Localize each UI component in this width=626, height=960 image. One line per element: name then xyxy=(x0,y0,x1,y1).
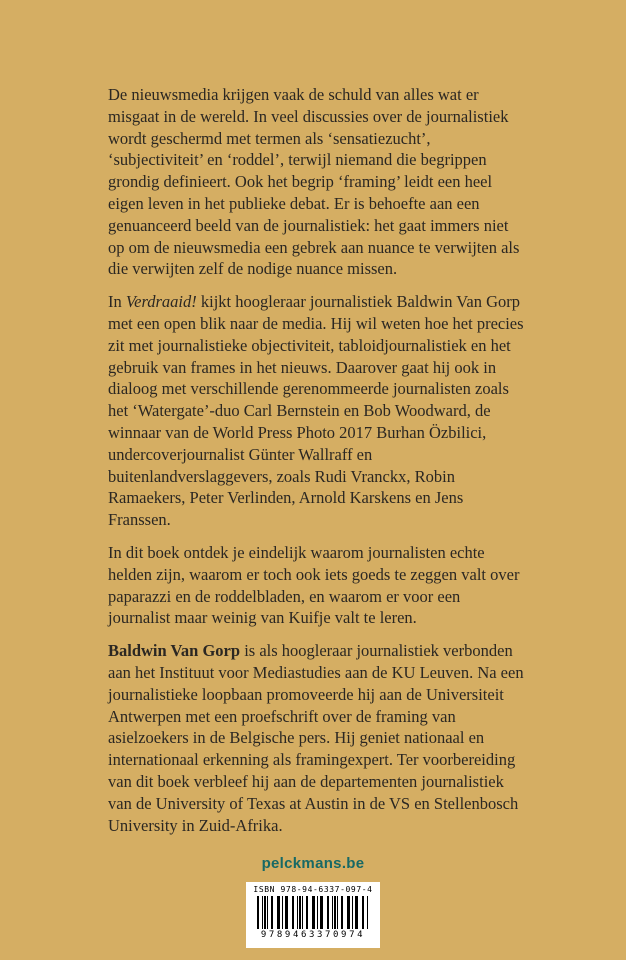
isbn-digits: 9789463370974 xyxy=(260,930,366,940)
book-title: Verdraaid! xyxy=(125,292,197,312)
blurb-paragraph-2-rest: kijkt hoogleraar journalistiek Baldwin Van Gorp met een open blik naar de media. Hij wil weten hoe het precies zit met journalistieke objectiviteit, tabloidjournalistiek en het gebruik van frames in het nieuws. Daarover gaat hij ook in dialoog met verschillende gerenommeerde journalisten zoals het ‘Watergate’-duo Carl Bernstein en Bob Woodward, de winnaar van de World Press Photo 2017 Burhan Özbilici, undercoverjournalist Günter Wallraff en buitenlandverslaggevers, zoals Rudi Vranckx, Robin Ramaekers, Peter Verlinden, Arnold Karskens en Jens Franssen. xyxy=(108,292,524,530)
author-name: Baldwin Van Gorp xyxy=(108,641,241,661)
blurb-paragraph-3: In dit boek ontdek je eindelijk waarom journalisten echte helden zijn, waarom er toch ook iets goeds te zeggen valt over paparazzi en de roddelbladen, en waarom er voor een journalist maar weinig van Kuifje valt te leren. xyxy=(108,542,520,628)
blurb-paragraph-2-prefix: In xyxy=(108,292,126,312)
author-bio-rest: is als hoogleraar journalistiek verbonden aan het Instituut voor Mediastudies aan de KU Leuven. Na een journalistieke loopbaan promoveerde hij aan de Universiteit Antwerpen met een proefschrift over de framing van asielzoekers in de Belgische pers. Hij geniet nationaal en internationaal erkenning als framingexpert. Ter voorbereiding van dit boek verbleef hij aan de departementen journalistiek van de University of Texas at Austin in de VS en Stellenbosch University in Zuid-Afrika. xyxy=(108,641,524,835)
blurb-paragraph-2 xyxy=(108,291,526,531)
barcode-box xyxy=(246,882,380,948)
author-bio xyxy=(108,640,526,836)
isbn-label: ISBN 978-94-6337-097-4 xyxy=(253,885,373,894)
blurb-paragraph-1: De nieuwsmedia krijgen vaak de schuld van alles wat er misgaat in de wereld. In veel discussies over de journalistiek wordt geschermd met termen als ‘sensatiezucht’, ‘subjectiviteit’ en ‘roddel’, terwijl niemand die begrippen grondig definieert. Ook het begrip ‘framing’ leidt een heel eigen leven in het publieke debat. Er is behoefte aan een genuanceerd beeld van de journalistiek: het gaat immers niet op om de nieuwsmedia een gebrek aan nuance te verwijten als die verwijten zelf de nodige nuance missen. xyxy=(108,85,520,279)
publisher-url: pelckmans.be xyxy=(261,855,365,872)
blurb-text-block xyxy=(108,84,526,847)
barcode-bars xyxy=(257,896,369,929)
